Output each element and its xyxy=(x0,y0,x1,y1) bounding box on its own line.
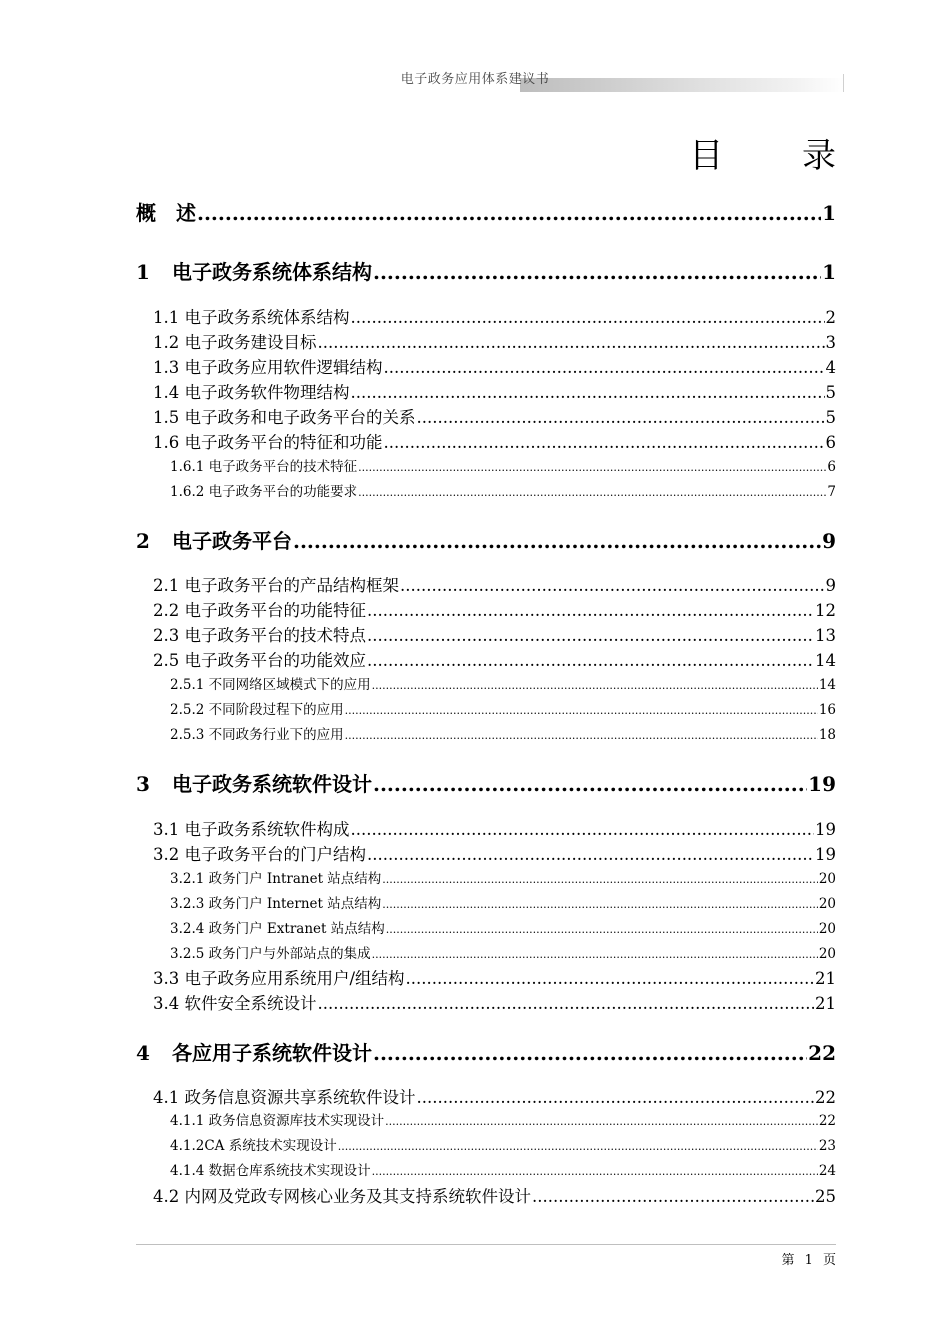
toc-entry-level2[interactable] xyxy=(0,816,950,840)
toc-entry-text: 3.2.5 政务门户与外部站点的集成 xyxy=(170,946,371,962)
toc-entry-level3[interactable] xyxy=(0,1134,950,1154)
toc-entry-title xyxy=(0,723,344,743)
toc-leader-dots xyxy=(318,333,825,352)
toc-leader-dots xyxy=(358,461,826,474)
toc-entry-level2[interactable] xyxy=(0,404,950,428)
toc-leader-dots xyxy=(293,529,821,553)
toc-entry-title xyxy=(0,867,381,887)
toc-entry-title xyxy=(0,354,383,378)
toc-entry-title xyxy=(0,429,383,453)
toc-page-number: 2 xyxy=(825,308,836,327)
toc-page-number: 20 xyxy=(818,946,836,962)
toc-page-number: 21 xyxy=(815,969,836,988)
toc-page-number: 6 xyxy=(825,433,836,452)
toc-page-number: 25 xyxy=(815,1187,836,1206)
toc-page-number: 5 xyxy=(825,408,836,427)
toc-entry-text: 1.6.2 电子政务平台的功能要求 xyxy=(170,484,358,500)
toc-leader-dots xyxy=(372,679,818,692)
toc-entry-title xyxy=(0,404,416,428)
toc-entry-title xyxy=(0,256,372,285)
toc-leader-dots xyxy=(385,1115,818,1128)
toc-entry-level3[interactable] xyxy=(0,455,950,475)
toc-chapter-number: 2 xyxy=(136,529,150,553)
toc-leader-dots xyxy=(318,994,815,1013)
toc-entry-text: 1.4 电子政务软件物理结构 xyxy=(153,383,350,402)
toc-page-number: 18 xyxy=(818,727,836,743)
toc-entry-level2[interactable] xyxy=(0,622,950,646)
toc-entry-level2[interactable] xyxy=(0,965,950,989)
toc-entry-level2[interactable] xyxy=(0,841,950,865)
toc-entry-level1[interactable] xyxy=(0,197,950,226)
toc-chapter-number: 3 xyxy=(136,772,150,796)
toc-leader-dots xyxy=(367,845,814,864)
toc-entry-title xyxy=(0,1183,531,1207)
toc-page-number: 4 xyxy=(825,358,836,377)
toc-entry-level3[interactable] xyxy=(0,942,950,962)
toc-leader-dots xyxy=(338,1140,818,1153)
toc-entry-title xyxy=(0,1134,337,1154)
toc-entry-title xyxy=(0,892,381,912)
toc-entry-text: 2.5 电子政务平台的功能效应 xyxy=(153,651,366,670)
toc-entry-title xyxy=(0,379,350,403)
toc-entry-level3[interactable] xyxy=(0,1159,950,1179)
toc-leader-dots xyxy=(384,433,825,452)
toc-entry-text: 4.1.4 数据仓库系统技术实现设计 xyxy=(170,1163,371,1179)
toc-entry-text: 3.4 软件安全系统设计 xyxy=(153,994,317,1013)
toc-entry-title xyxy=(0,647,366,671)
toc-entry-text: 4.1 政务信息资源共享系统软件设计 xyxy=(153,1088,416,1107)
toc-page-number: 9 xyxy=(822,529,836,553)
toc-entry-text: 电子政务系统体系结构 xyxy=(172,260,372,284)
toc-entry-level1[interactable] xyxy=(0,525,950,554)
toc-chapter-number: 4 xyxy=(136,1041,150,1065)
toc-leader-dots xyxy=(373,1041,807,1065)
toc-leader-dots xyxy=(386,923,818,936)
toc-entry-title xyxy=(0,197,196,226)
toc-entry-level2[interactable] xyxy=(0,597,950,621)
toc-entry-title xyxy=(0,480,357,500)
toc-entry-title xyxy=(0,698,344,718)
toc-page-number: 19 xyxy=(815,820,836,839)
toc-entry-text: 1.6 电子政务平台的特征和功能 xyxy=(153,433,383,452)
toc-entry-title xyxy=(0,1159,371,1179)
toc-entry-text: 4.1.2CA 系统技术实现设计 xyxy=(170,1138,337,1154)
toc-entry-text: 1.2 电子政务建设目标 xyxy=(153,333,317,352)
toc-entry-title xyxy=(0,816,350,840)
toc-entry-level3[interactable] xyxy=(0,867,950,887)
toc-entry-title xyxy=(0,942,371,962)
toc-page-number: 9 xyxy=(825,576,836,595)
toc-entry-level2[interactable] xyxy=(0,379,950,403)
toc-entry-text: 3.3 电子政务应用系统用户/组结构 xyxy=(153,969,405,988)
toc-page-number: 14 xyxy=(818,677,836,693)
toc-leader-dots xyxy=(345,729,818,742)
toc-leader-dots xyxy=(382,898,818,911)
toc-leader-dots xyxy=(367,601,814,620)
toc-chapter-number: 1 xyxy=(136,260,150,284)
toc-page-number: 20 xyxy=(818,871,836,887)
toc-entry-text: 1.3 电子政务应用软件逻辑结构 xyxy=(153,358,383,377)
footer-divider xyxy=(136,1244,836,1245)
toc-entry-level2[interactable] xyxy=(0,990,950,1014)
toc-page-number: 1 xyxy=(822,260,836,284)
toc-leader-dots xyxy=(417,408,825,427)
toc-leader-dots xyxy=(372,1165,818,1178)
toc-entry-title xyxy=(0,768,372,797)
toc-leader-dots xyxy=(367,626,814,645)
toc-entry-level3[interactable] xyxy=(0,673,950,693)
toc-page-number: 19 xyxy=(815,845,836,864)
toc-entry-level2[interactable] xyxy=(0,429,950,453)
toc-entry-level1[interactable] xyxy=(0,1037,950,1066)
toc-entry-text: 2.2 电子政务平台的功能特征 xyxy=(153,601,366,620)
toc-entry-text: 各应用子系统软件设计 xyxy=(172,1041,372,1065)
toc-entry-text: 2.5.1 不同网络区域模式下的应用 xyxy=(170,677,371,693)
toc-entry-level2[interactable] xyxy=(0,329,950,353)
toc-page-number: 3 xyxy=(825,333,836,352)
toc-entry-text: 1.6.1 电子政务平台的技术特征 xyxy=(170,459,358,475)
toc-page-number: 13 xyxy=(815,626,836,645)
toc-leader-dots xyxy=(532,1187,814,1206)
toc-leader-dots xyxy=(351,383,825,402)
toc-entry-title xyxy=(0,965,405,989)
toc-leader-dots xyxy=(406,969,814,988)
toc-page-number: 7 xyxy=(827,484,836,500)
toc-entry-level1[interactable] xyxy=(0,256,950,285)
toc-entry-title xyxy=(0,572,399,596)
toc-leader-dots xyxy=(351,308,825,327)
toc-leader-dots xyxy=(358,486,826,499)
toc-entry-title xyxy=(0,1109,384,1129)
toc-entry-text: 电子政务平台 xyxy=(172,529,292,553)
toc-entry-text: 2.3 电子政务平台的技术特点 xyxy=(153,626,366,645)
toc-entry-level2[interactable] xyxy=(0,647,950,671)
toc-page-number: 23 xyxy=(818,1138,836,1154)
toc-entry-text: 1.5 电子政务和电子政务平台的关系 xyxy=(153,408,416,427)
toc-page-number: 14 xyxy=(815,651,836,670)
toc-page-number: 22 xyxy=(808,1041,836,1065)
toc-page-number: 6 xyxy=(827,459,836,475)
toc-entry-title xyxy=(0,673,371,693)
toc-entry-level2[interactable] xyxy=(0,354,950,378)
toc-entry-text: 4.2 内网及党政专网核心业务及其支持系统软件设计 xyxy=(153,1187,531,1206)
toc-leader-dots xyxy=(417,1088,815,1107)
toc-entry-level3[interactable] xyxy=(0,892,950,912)
toc-entry-text: 3.2.3 政务门户 Internet 站点结构 xyxy=(170,896,382,912)
toc-leader-dots xyxy=(382,873,818,886)
page-number: 第 1 页 xyxy=(781,1253,836,1268)
toc-entry-level3[interactable] xyxy=(0,917,950,937)
toc-entry-text: 概 述 xyxy=(136,201,196,225)
toc-entry-text: 电子政务系统软件设计 xyxy=(172,772,372,796)
toc-entry-title xyxy=(0,841,366,865)
toc-entry-level3[interactable] xyxy=(0,480,950,500)
toc-leader-dots xyxy=(351,820,815,839)
toc-entry-title xyxy=(0,455,357,475)
toc-entry-level3[interactable] xyxy=(0,698,950,718)
toc-leader-dots xyxy=(373,260,821,284)
toc-page-number: 20 xyxy=(818,896,836,912)
toc-page-number: 24 xyxy=(818,1163,836,1179)
toc-entry-text: 2.5.2 不同阶段过程下的应用 xyxy=(170,702,344,718)
toc-entry-level1[interactable] xyxy=(0,768,950,797)
toc-leader-dots xyxy=(345,704,818,717)
toc-entry-title xyxy=(0,597,366,621)
toc-page-number: 19 xyxy=(808,772,836,796)
toc-entry-text: 3.2 电子政务平台的门户结构 xyxy=(153,845,366,864)
toc-page-number: 12 xyxy=(815,601,836,620)
toc-page-number: 20 xyxy=(818,921,836,937)
toc-entry-title xyxy=(0,622,366,646)
toc-page-number: 22 xyxy=(815,1088,836,1107)
toc-leader-dots xyxy=(400,576,825,595)
toc-entry-title xyxy=(0,329,317,353)
toc-entry-title xyxy=(0,525,292,554)
toc-leader-dots xyxy=(373,772,807,796)
toc-entry-level2[interactable] xyxy=(0,572,950,596)
toc-page-number: 21 xyxy=(815,994,836,1013)
toc-entry-level2[interactable] xyxy=(0,1084,950,1108)
toc-entry-text: 3.2.4 政务门户 Extranet 站点结构 xyxy=(170,921,385,937)
toc-entry-title xyxy=(0,990,317,1014)
toc-entry-text: 3.2.1 政务门户 Intranet 站点结构 xyxy=(170,871,382,887)
toc-leader-dots xyxy=(372,948,818,961)
toc-leader-dots xyxy=(384,358,825,377)
toc-leader-dots xyxy=(197,201,821,225)
toc-entry-text: 2.1 电子政务平台的产品结构框架 xyxy=(153,576,399,595)
toc-entry-level2[interactable] xyxy=(0,304,950,328)
toc-page-number: 22 xyxy=(818,1113,836,1129)
toc-entry-text: 1.1 电子政务系统体系结构 xyxy=(153,308,350,327)
toc-heading: 目 录 xyxy=(689,136,870,176)
toc-entry-level3[interactable] xyxy=(0,1109,950,1129)
toc-entry-text: 3.1 电子政务系统软件构成 xyxy=(153,820,350,839)
toc-entry-text: 4.1.1 政务信息资源库技术实现设计 xyxy=(170,1113,385,1129)
running-header: 电子政务应用体系建议书 xyxy=(400,72,550,87)
toc-page-number: 16 xyxy=(818,702,836,718)
toc-entry-text: 2.5.3 不同政务行业下的应用 xyxy=(170,727,344,743)
toc-entry-level3[interactable] xyxy=(0,723,950,743)
toc-page-number: 5 xyxy=(825,383,836,402)
toc-entry-title xyxy=(0,304,350,328)
toc-page-number: 1 xyxy=(822,201,836,225)
toc-entry-title xyxy=(0,1084,416,1108)
toc-entry-level2[interactable] xyxy=(0,1183,950,1207)
toc-entry-title xyxy=(0,1037,372,1066)
toc-entry-title xyxy=(0,917,385,937)
toc-leader-dots xyxy=(367,651,814,670)
